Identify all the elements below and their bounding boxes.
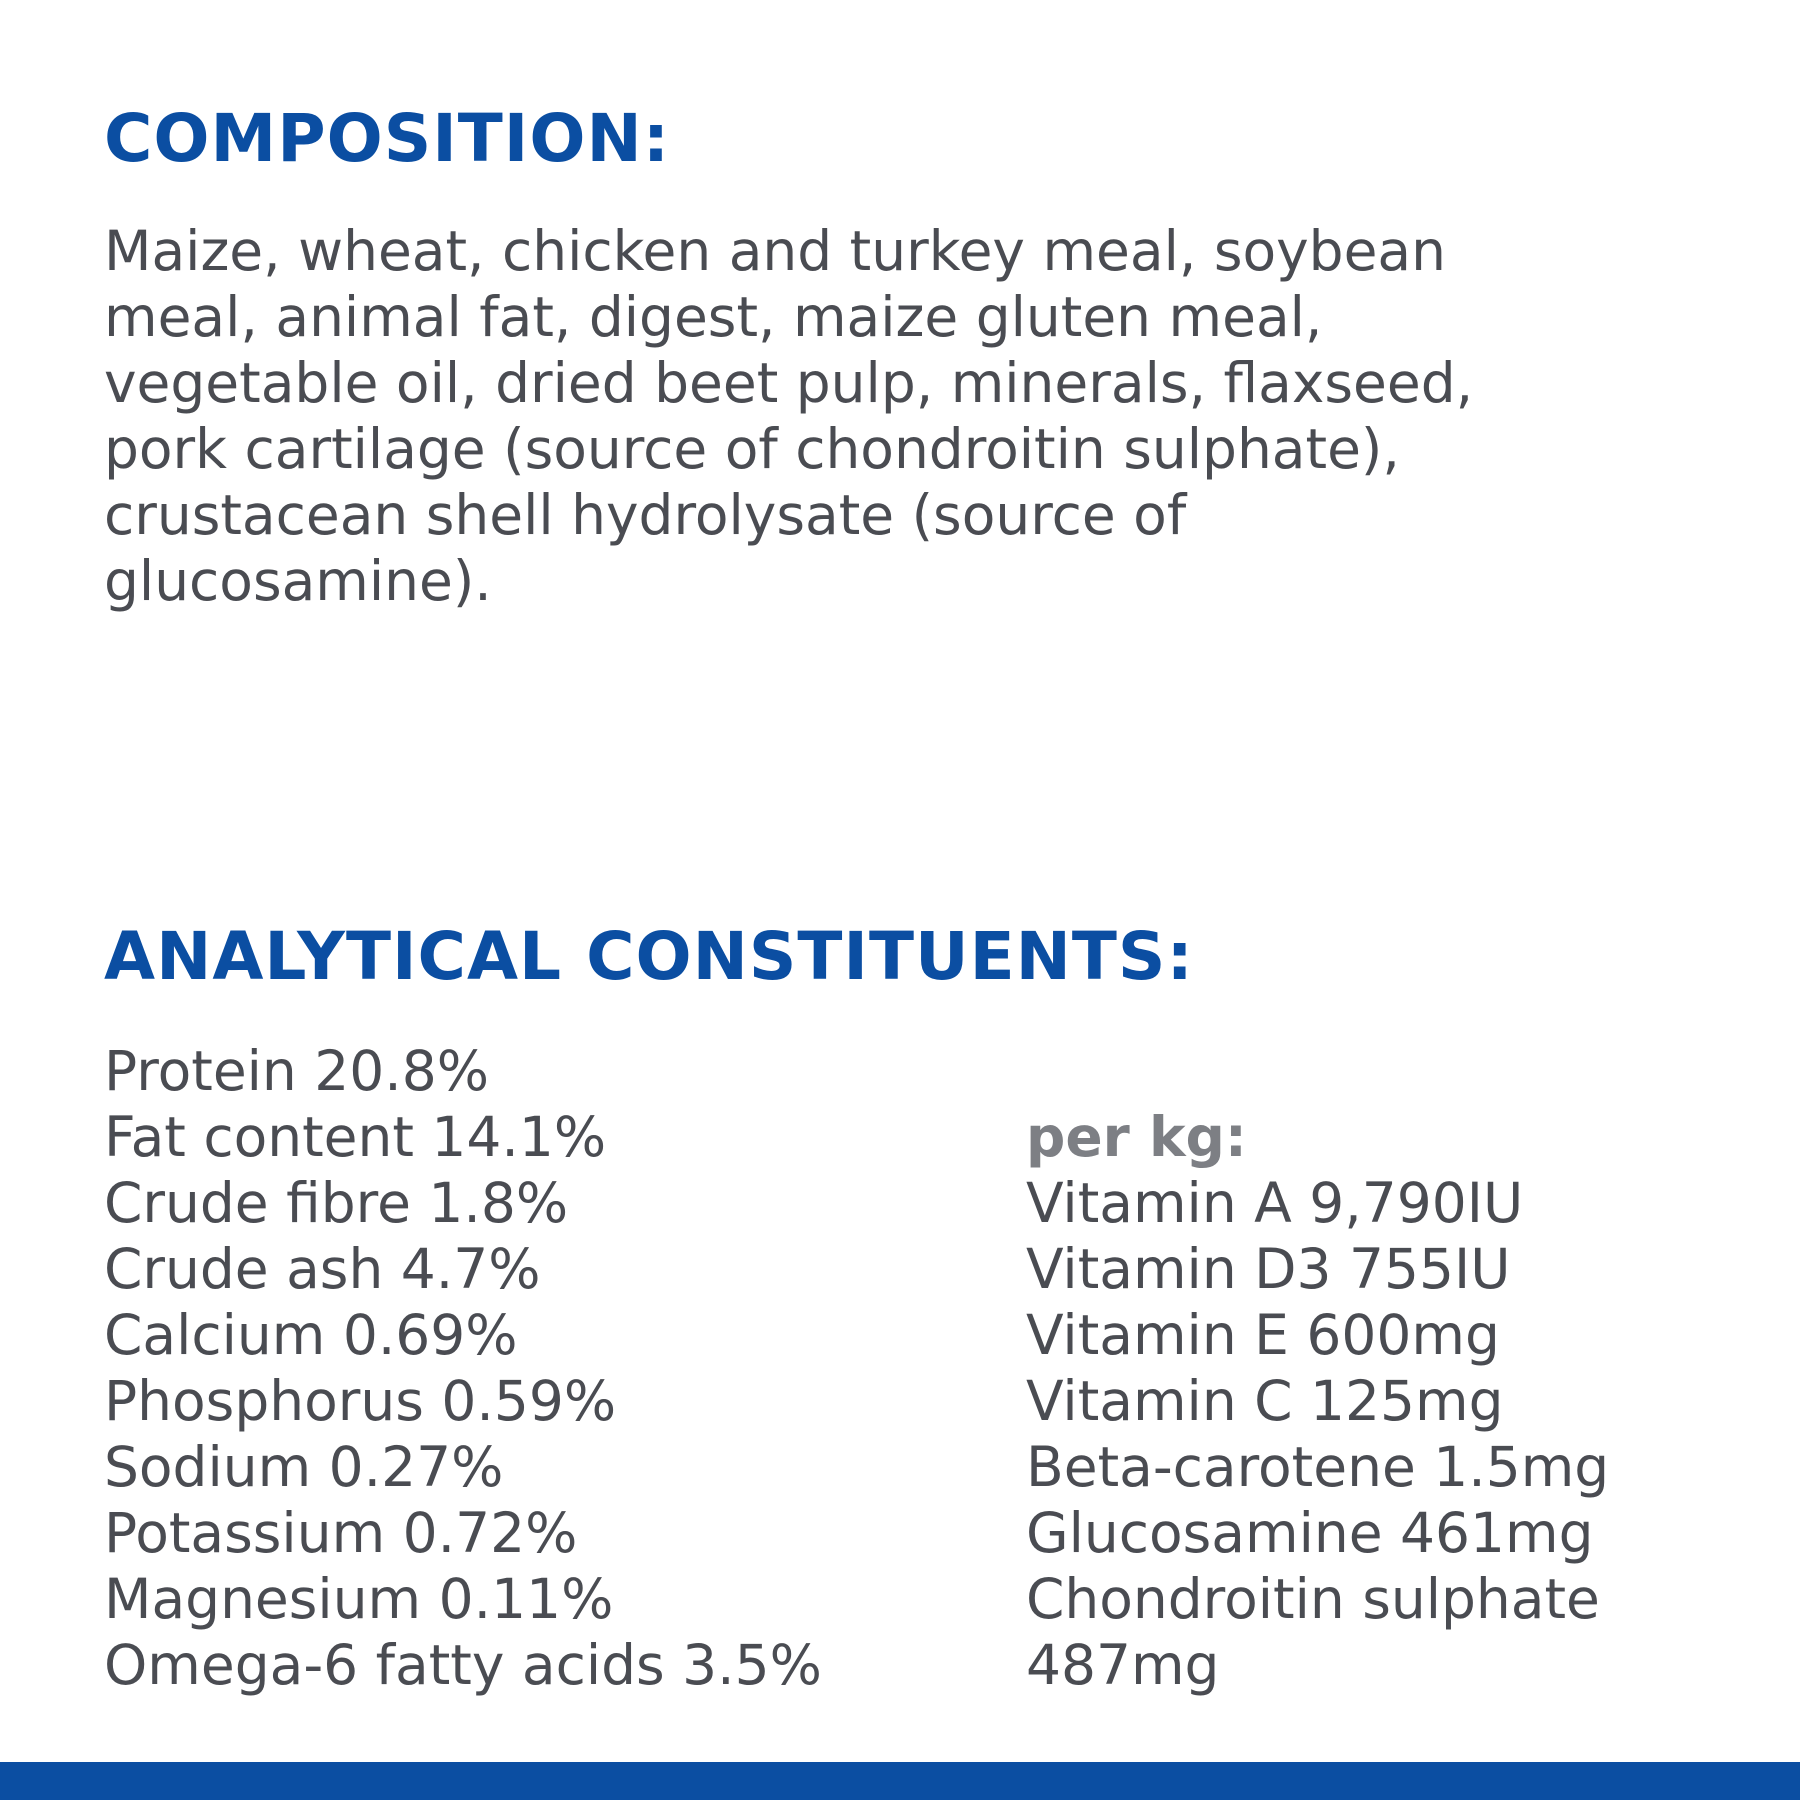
per-kg-item: Glucosamine 461mg [1026,1501,1594,1565]
constituent-item: Crude ash 4.7% [104,1237,541,1301]
bottom-brand-bar [0,1762,1800,1800]
constituent-item: Magnesium 0.11% [104,1567,614,1631]
constituent-item: Omega-6 fatty acids 3.5% [104,1633,822,1697]
per-kg-item: Vitamin E 600mg [1026,1303,1500,1367]
composition-line: meal, animal fat, digest, maize gluten meal, [104,285,1323,349]
constituent-item: Protein 20.8% [104,1039,489,1103]
per-kg-item: Vitamin C 125mg [1026,1369,1504,1433]
composition-line: Maize, wheat, chicken and turkey meal, soybean [104,219,1446,283]
composition-line: crustacean shell hydrolysate (source of [104,483,1187,547]
per-kg-item: Vitamin D3 755IU [1026,1237,1511,1301]
constituents-percent-list [104,1038,822,1698]
constituents-per-kg-list [1026,1170,1609,1698]
constituent-item: Calcium 0.69% [104,1303,518,1367]
per-kg-label: per kg: [1026,1105,1247,1169]
constituent-item: Potassium 0.72% [104,1501,578,1565]
composition-line: vegetable oil, dried beet pulp, minerals, flaxseed, [104,351,1474,415]
constituent-item: Sodium 0.27% [104,1435,504,1499]
analytical-constituents-heading: ANALYTICAL CONSTITUENTS: [104,918,1194,995]
per-kg-item: Beta-carotene 1.5mg [1026,1435,1610,1499]
constituent-item: Crude fibre 1.8% [104,1171,569,1235]
per-kg-item: 487mg [1026,1633,1220,1697]
per-kg-item: Chondroitin sulphate [1026,1567,1600,1631]
composition-text [104,218,1684,614]
constituent-item: Phosphorus 0.59% [104,1369,617,1433]
constituent-item: Fat content 14.1% [104,1105,607,1169]
composition-heading: COMPOSITION: [104,100,671,177]
per-kg-item: Vitamin A 9,790IU [1026,1171,1524,1235]
composition-line: glucosamine). [104,549,492,613]
composition-line: pork cartilage (source of chondroitin sulphate), [104,417,1400,481]
